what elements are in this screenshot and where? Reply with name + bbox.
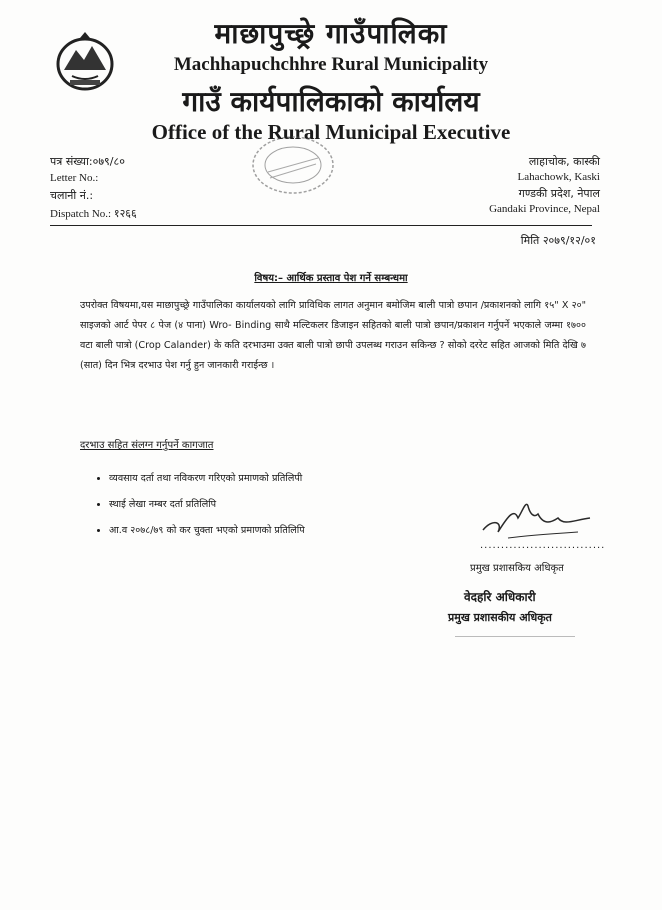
signature-line: .............................. xyxy=(480,540,606,551)
letter-date: मिति २०७९/१२/०१ xyxy=(520,234,596,247)
letter-number-english: Letter No.: xyxy=(50,172,99,184)
documents-list xyxy=(95,466,305,544)
office-name-nepali: गाउँ कार्यपालिकाको कार्यालय xyxy=(182,85,480,118)
municipality-name-nepali: माछापुच्छ्रे गाउँपालिका xyxy=(214,17,448,50)
list-item: • व्यवसाय दर्ता तथा नविकरण गरिएको प्रमाणको प्रतिलिपी xyxy=(109,466,305,492)
list-item: • आ.व २०७८/७९ को कर चुक्ता भएको प्रमाणको प्रतिलिपि xyxy=(109,518,305,544)
header-divider xyxy=(50,225,592,226)
dispatch-number-nepali: चलानी नं.: xyxy=(50,189,94,202)
officer-title: प्रमुख प्रशासकीय अधिकृत xyxy=(448,611,552,624)
office-name-english: Office of the Rural Municipal Executive xyxy=(151,120,511,144)
address-place-nepali: लाहाचोक, कास्की xyxy=(528,155,600,168)
municipality-name-english: Machhapuchchhre Rural Municipality xyxy=(173,54,489,75)
subject-line xyxy=(0,270,662,284)
list-item: • स्थाई लेखा नम्बर दर्ता प्रतिलिपि xyxy=(109,492,305,518)
officer-name: वेदहरि अधिकारी xyxy=(464,590,536,604)
documents-heading: दरभाउ सहित संलग्न गर्नुपर्ने कागजात xyxy=(80,440,214,451)
address-place-english: Lahachowk, Kaski xyxy=(517,171,600,183)
signatory-designation: प्रमुख प्रशासकिय अधिकृत xyxy=(470,563,564,574)
dispatch-number-english: Dispatch No.: १२६६ xyxy=(50,208,137,220)
subject-text: विषय:– आर्थिक प्रस्ताव पेश गर्ने सम्बन्धमा xyxy=(254,273,408,284)
body-paragraph: उपरोक्त विषयमा,यस माछापुच्छ्रे गाउँपालिका कार्यालयको लागि प्राविधिक लागत अनुमान बमोजिम बाली पात्रो छपान /प्रकाशनको लागि १५" X २०" साइजको आर्ट पेपर ८ पेज (४ पाना) Wro- Binding साथै मल्टिकलर डिजाइन सहितको बाली पात्रो छपान/प्रकाशन गर्नुपर्ने भएकाले जम्मा १७०० वटा बाली पात्रो (Crop Calander) के कति दरभाउमा उक्त बाली पात्रो छापी उपलब्ध गराउन सकिन्छ ? सोको दररेट सहित आजको मिति देखि ७ (सात) दिन भित्र दरभाउ पेश गर्नु हुन जानकारी गराईन्छ । xyxy=(80,300,586,371)
office-stamp-icon xyxy=(248,130,338,200)
address-province-nepali: गण्डकी प्रदेश, नेपाल xyxy=(518,187,600,200)
stamp-underline xyxy=(455,636,575,637)
address-province-english: Gandaki Province, Nepal xyxy=(489,203,600,215)
handwritten-signature-icon xyxy=(478,488,598,548)
letter-number-nepali: पत्र संख्या:०७९/८० xyxy=(50,155,125,168)
